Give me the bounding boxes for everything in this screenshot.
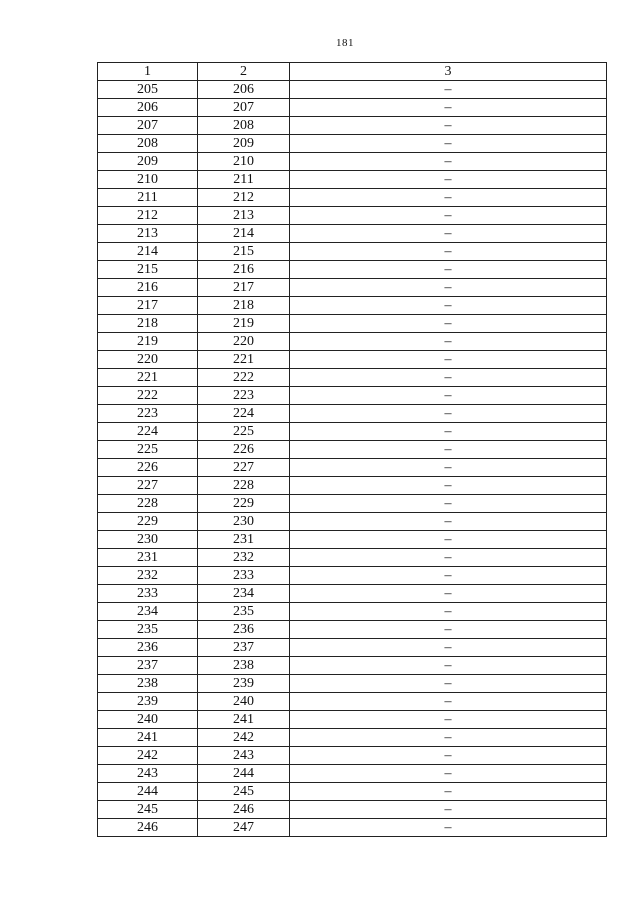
table-cell-col-2: 229 — [198, 495, 290, 513]
table-cell-col-1: 232 — [98, 567, 198, 585]
table-cell-col-1: 234 — [98, 603, 198, 621]
table-cell-col-3: – — [290, 297, 607, 315]
table-row — [98, 225, 607, 243]
table-cell-col-3: – — [290, 495, 607, 513]
table-cell-col-3: – — [290, 135, 607, 153]
table-row — [98, 747, 607, 765]
table-row — [98, 207, 607, 225]
table-cell-col-2: 235 — [198, 603, 290, 621]
column-header-1: 1 — [98, 63, 198, 81]
table-row — [98, 567, 607, 585]
table-row — [98, 279, 607, 297]
table-row — [98, 711, 607, 729]
table-row — [98, 441, 607, 459]
table-cell-col-3: – — [290, 477, 607, 495]
table-cell-col-1: 243 — [98, 765, 198, 783]
table-cell-col-3: – — [290, 369, 607, 387]
table-cell-col-3: – — [290, 81, 607, 99]
table-cell-col-2: 244 — [198, 765, 290, 783]
table-row — [98, 765, 607, 783]
table-cell-col-1: 210 — [98, 171, 198, 189]
page-number: 181 — [336, 37, 354, 49]
table-cell-col-2: 221 — [198, 351, 290, 369]
table-cell-col-1: 244 — [98, 783, 198, 801]
table-row — [98, 657, 607, 675]
table-cell-col-3: – — [290, 621, 607, 639]
column-header-3: 3 — [290, 63, 607, 81]
table-cell-col-2: 209 — [198, 135, 290, 153]
table-cell-col-2: 234 — [198, 585, 290, 603]
table-cell-col-1: 235 — [98, 621, 198, 639]
table-row — [98, 585, 607, 603]
table-row — [98, 369, 607, 387]
table-cell-col-3: – — [290, 513, 607, 531]
table-cell-col-1: 236 — [98, 639, 198, 657]
table-header — [98, 63, 607, 81]
table-cell-col-3: – — [290, 243, 607, 261]
table-cell-col-2: 227 — [198, 459, 290, 477]
table-cell-col-1: 227 — [98, 477, 198, 495]
table-cell-col-1: 224 — [98, 423, 198, 441]
table-cell-col-2: 220 — [198, 333, 290, 351]
table-cell-col-3: – — [290, 459, 607, 477]
table-cell-col-3: – — [290, 603, 607, 621]
table-cell-col-3: – — [290, 405, 607, 423]
table-cell-col-1: 230 — [98, 531, 198, 549]
table-cell-col-1: 237 — [98, 657, 198, 675]
table-cell-col-2: 207 — [198, 99, 290, 117]
table-row — [98, 351, 607, 369]
table-row — [98, 135, 607, 153]
table-row — [98, 495, 607, 513]
table-cell-col-2: 232 — [198, 549, 290, 567]
table-cell-col-2: 239 — [198, 675, 290, 693]
table-cell-col-2: 242 — [198, 729, 290, 747]
table-cell-col-1: 208 — [98, 135, 198, 153]
table-cell-col-3: – — [290, 747, 607, 765]
table-cell-col-1: 233 — [98, 585, 198, 603]
table-row — [98, 819, 607, 837]
table-row — [98, 99, 607, 117]
table-cell-col-3: – — [290, 711, 607, 729]
table-cell-col-2: 224 — [198, 405, 290, 423]
table-row — [98, 189, 607, 207]
table-cell-col-1: 214 — [98, 243, 198, 261]
table-cell-col-3: – — [290, 261, 607, 279]
table-cell-col-2: 215 — [198, 243, 290, 261]
table-cell-col-2: 238 — [198, 657, 290, 675]
table-row — [98, 171, 607, 189]
table-cell-col-2: 211 — [198, 171, 290, 189]
table-row — [98, 81, 607, 99]
table-cell-col-1: 228 — [98, 495, 198, 513]
table-cell-col-3: – — [290, 279, 607, 297]
table-cell-col-1: 207 — [98, 117, 198, 135]
table-cell-col-3: – — [290, 387, 607, 405]
table-row — [98, 621, 607, 639]
table-cell-col-3: – — [290, 153, 607, 171]
table-cell-col-2: 219 — [198, 315, 290, 333]
table-cell-col-3: – — [290, 315, 607, 333]
table-cell-col-2: 230 — [198, 513, 290, 531]
table-cell-col-3: – — [290, 333, 607, 351]
table-cell-col-2: 216 — [198, 261, 290, 279]
table-row — [98, 477, 607, 495]
table-cell-col-2: 241 — [198, 711, 290, 729]
table-cell-col-1: 209 — [98, 153, 198, 171]
table-cell-col-3: – — [290, 783, 607, 801]
table-cell-col-1: 222 — [98, 387, 198, 405]
table-cell-col-2: 218 — [198, 297, 290, 315]
table-cell-col-3: – — [290, 207, 607, 225]
table-cell-col-1: 213 — [98, 225, 198, 243]
table-cell-col-2: 222 — [198, 369, 290, 387]
table-cell-col-2: 213 — [198, 207, 290, 225]
table-cell-col-2: 240 — [198, 693, 290, 711]
table-cell-col-3: – — [290, 567, 607, 585]
table-cell-col-2: 226 — [198, 441, 290, 459]
table-cell-col-1: 218 — [98, 315, 198, 333]
table-body — [98, 81, 607, 837]
table-cell-col-2: 206 — [198, 81, 290, 99]
table-cell-col-2: 245 — [198, 783, 290, 801]
table-cell-col-2: 237 — [198, 639, 290, 657]
table-cell-col-1: 206 — [98, 99, 198, 117]
column-header-2: 2 — [198, 63, 290, 81]
table-row — [98, 153, 607, 171]
table-cell-col-3: – — [290, 657, 607, 675]
table-cell-col-1: 226 — [98, 459, 198, 477]
table-cell-col-2: 217 — [198, 279, 290, 297]
table-cell-col-3: – — [290, 225, 607, 243]
table-cell-col-3: – — [290, 99, 607, 117]
table-cell-col-1: 241 — [98, 729, 198, 747]
table-cell-col-2: 208 — [198, 117, 290, 135]
table-cell-col-2: 236 — [198, 621, 290, 639]
table-row — [98, 603, 607, 621]
table-row — [98, 783, 607, 801]
table-cell-col-3: – — [290, 801, 607, 819]
table-cell-col-2: 214 — [198, 225, 290, 243]
table-cell-col-1: 217 — [98, 297, 198, 315]
table-cell-col-1: 219 — [98, 333, 198, 351]
table-cell-col-2: 225 — [198, 423, 290, 441]
table-cell-col-2: 212 — [198, 189, 290, 207]
data-table — [97, 62, 607, 837]
table-cell-col-1: 205 — [98, 81, 198, 99]
table-row — [98, 117, 607, 135]
table-cell-col-1: 211 — [98, 189, 198, 207]
table-row — [98, 693, 607, 711]
table-cell-col-1: 239 — [98, 693, 198, 711]
table-cell-col-1: 223 — [98, 405, 198, 423]
table-cell-col-2: 243 — [198, 747, 290, 765]
table-row — [98, 405, 607, 423]
table-cell-col-1: 229 — [98, 513, 198, 531]
table-cell-col-3: – — [290, 549, 607, 567]
table-row — [98, 243, 607, 261]
table-row — [98, 297, 607, 315]
table-cell-col-1: 246 — [98, 819, 198, 837]
table-cell-col-2: 228 — [198, 477, 290, 495]
table-cell-col-1: 225 — [98, 441, 198, 459]
table-row — [98, 261, 607, 279]
table-row — [98, 801, 607, 819]
header-row — [98, 63, 607, 81]
table-cell-col-3: – — [290, 117, 607, 135]
table-row — [98, 639, 607, 657]
table-cell-col-3: – — [290, 765, 607, 783]
table-cell-col-3: – — [290, 171, 607, 189]
table-cell-col-3: – — [290, 189, 607, 207]
table-row — [98, 675, 607, 693]
table-cell-col-1: 221 — [98, 369, 198, 387]
table-row — [98, 423, 607, 441]
table-cell-col-3: – — [290, 441, 607, 459]
table-row — [98, 333, 607, 351]
table-cell-col-2: 247 — [198, 819, 290, 837]
table-cell-col-1: 238 — [98, 675, 198, 693]
table-cell-col-3: – — [290, 639, 607, 657]
table-cell-col-3: – — [290, 675, 607, 693]
table-row — [98, 387, 607, 405]
table-cell-col-3: – — [290, 819, 607, 837]
table-cell-col-3: – — [290, 531, 607, 549]
table-cell-col-2: 231 — [198, 531, 290, 549]
table-cell-col-1: 215 — [98, 261, 198, 279]
table-cell-col-2: 223 — [198, 387, 290, 405]
table-cell-col-3: – — [290, 351, 607, 369]
table-cell-col-3: – — [290, 693, 607, 711]
table-cell-col-1: 242 — [98, 747, 198, 765]
table-cell-col-2: 233 — [198, 567, 290, 585]
table-cell-col-1: 212 — [98, 207, 198, 225]
table-cell-col-1: 216 — [98, 279, 198, 297]
table-row — [98, 315, 607, 333]
table-row — [98, 513, 607, 531]
table-cell-col-1: 245 — [98, 801, 198, 819]
table-row — [98, 459, 607, 477]
table-cell-col-1: 220 — [98, 351, 198, 369]
table-cell-col-3: – — [290, 423, 607, 441]
table-row — [98, 549, 607, 567]
table-cell-col-2: 210 — [198, 153, 290, 171]
table-cell-col-3: – — [290, 585, 607, 603]
table-cell-col-2: 246 — [198, 801, 290, 819]
table-cell-col-1: 231 — [98, 549, 198, 567]
table-row — [98, 531, 607, 549]
table-cell-col-3: – — [290, 729, 607, 747]
table-row — [98, 729, 607, 747]
table-cell-col-1: 240 — [98, 711, 198, 729]
